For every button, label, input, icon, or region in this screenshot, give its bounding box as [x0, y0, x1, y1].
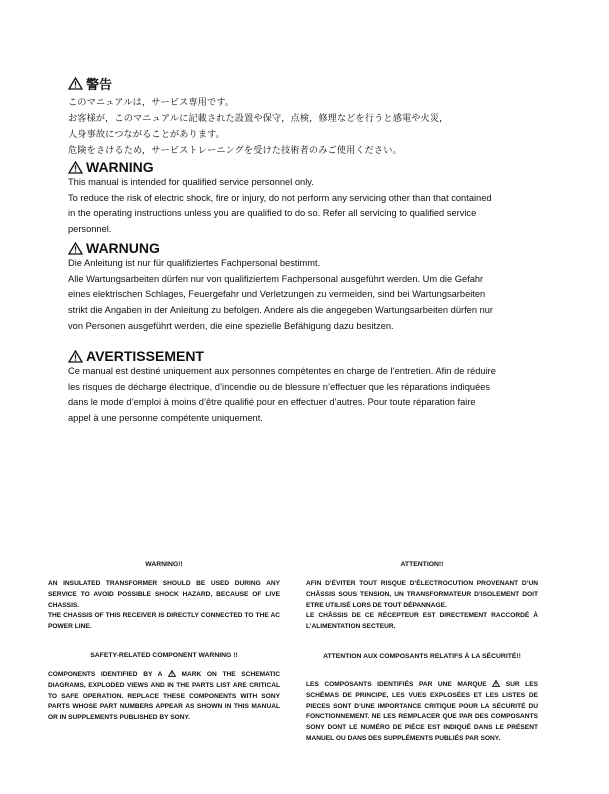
safety-component-heading: SAFETY-RELATED COMPONENT WARNING !! [90, 652, 238, 659]
english-warning-heading [68, 159, 154, 175]
japanese-line-4: 危険をさけるため，サービストレーニングを受けた技術者のみご使用ください。 [68, 145, 402, 156]
japanese-line-2: お客様が，このマニュアルに記載された設置や保守，点検，修理などを行うと感電や火災， [68, 113, 449, 124]
safety-components-text-fr [306, 680, 538, 745]
japanese-line-3: 人身事故につながることがあります。 [68, 129, 225, 140]
components-text-suffix: SUR LES SCHÉMAS DE PRINCIPE, LES VUES EXPLOSÉES ET LES LISTES DE PIECES SONT D’UNE IMPORTANCE CRITIQUE POUR LA SÉCURITÉ DU FONCTIONNEMENT. NE LES REMPLACER QUE PAR DES COMPOSANTS SONY DONT LE NUMÉRO DE PIÈCE EST INDIQUÉ DANS LE PRÉSENT MANUEL OU DANS DES SUPPLÉMENTS PUBLIÉS PAR SONY. [306, 681, 538, 742]
french-warning-text: Ce manual est destiné uniquement aux personnes compétentes en charge de l’entretien. Afin de réduire les risques de décharge électrique, d’incendie ou de blessure n’effectuer que les réparations indiquées dans le mode d’emploi à moins d’être qualifié pour en effectuer d’autres. Pour toute réparation faire appel à une personne compétente uniquement. [68, 366, 496, 424]
german-warning-heading [68, 240, 160, 256]
warning-triangle-icon [168, 670, 176, 677]
warning-triangle-icon [68, 350, 83, 363]
safety-text-prefix: COMPONENTS IDENTIFIED BY A [48, 671, 168, 678]
safety-components-heading-fr: ATTENTION AUX COMPOSANTS RELATIFS À LA SÉCURITÉ!! [323, 653, 521, 660]
attention-heading: ATTENTION!! [400, 561, 444, 568]
warning-heading: WARNING!! [145, 561, 183, 568]
japanese-warning-heading [68, 74, 112, 93]
warning-triangle-icon [68, 161, 83, 174]
warning-triangle-icon [492, 680, 500, 687]
english-warning-title: WARNING [86, 159, 154, 175]
english-warning-text: This manual is intended for qualified service personnel only. To reduce the risk of electric shock, fire or injury, do not perform any servicing other than that contained in the operating instructions unless you are qualified to do so. Refer all servicing to qualified service personnel. [68, 177, 492, 235]
german-warning-text: Die Anleitung ist nur für qualifiziertes Fachpersonal bestimmt. Alle Wartungsarbeiten dürfen nur von qualifiziertem Fachpersonal ausgeführt werden. Um die Gefahr eines elektrischen Schlages, Feuergefahr und Verletzungen zu vermeiden, sind bei Wartungsarbeiten strikt die Angaben in der Anleitung zu befolgen. Andere als die angegeben Wartungsarbeiten dürfen nur von Personen ausgeführt werden, die eine spezielle Befähigung dazu besitzen. [68, 258, 494, 331]
safety-component-text [48, 670, 280, 724]
insulated-transformer-text: AN INSULATED TRANSFORMER SHOULD BE USED DURING ANY SERVICE TO AVOID POSSIBLE SHOCK HAZARD, BECAUSE OF LIVE CHASSIS. THE CHASSIS OF THIS RECEIVER IS DIRECTLY CONNECTED TO THE AC POWER LINE. [48, 580, 280, 631]
warning-triangle-icon [68, 242, 83, 255]
attention-text: AFIN D’ÉVITER TOUT RISQUE D’ÉLECTROCUTION PROVENANT D’UN CHÂSSIS SOUS TENSION, UN TRANSFORMATEUR D’ISOLEMENT DOIT ETRE UTILISÉ LORS DE TOUT DÉPANNAGE. LE CHÂSSIS DE CE RÉCEPTEUR EST DIRECTEMENT RACCORDÉ À L’ALIMENTATION SECTEUR. [306, 580, 538, 631]
french-warning-title: AVERTISSEMENT [86, 348, 204, 364]
warning-triangle-icon [68, 77, 83, 90]
components-text-prefix: LES COMPOSANTS IDENTIFIÉS PAR UNE MARQUE [306, 681, 493, 688]
japanese-line-1: このマニュアルは，サービス専用です。 [68, 97, 235, 108]
safety-text-suffix: MARK ON THE SCHEMATIC DIAGRAMS, EXPLODED VIEWS AND IN THE PARTS LIST ARE CRITICAL TO SAFE OPERATION. REPLACE THESE COMPONENTS WITH SONY PARTS WHOSE PART NUMBERS APPEAR AS SHOWN IN THIS MANUAL OR IN SUPPLEMENTS PUBLISHED BY SONY. [48, 671, 281, 722]
german-warning-title: WARNUNG [86, 240, 160, 256]
french-warning-heading [68, 348, 204, 364]
japanese-warning-title: 警告 [86, 78, 113, 93]
